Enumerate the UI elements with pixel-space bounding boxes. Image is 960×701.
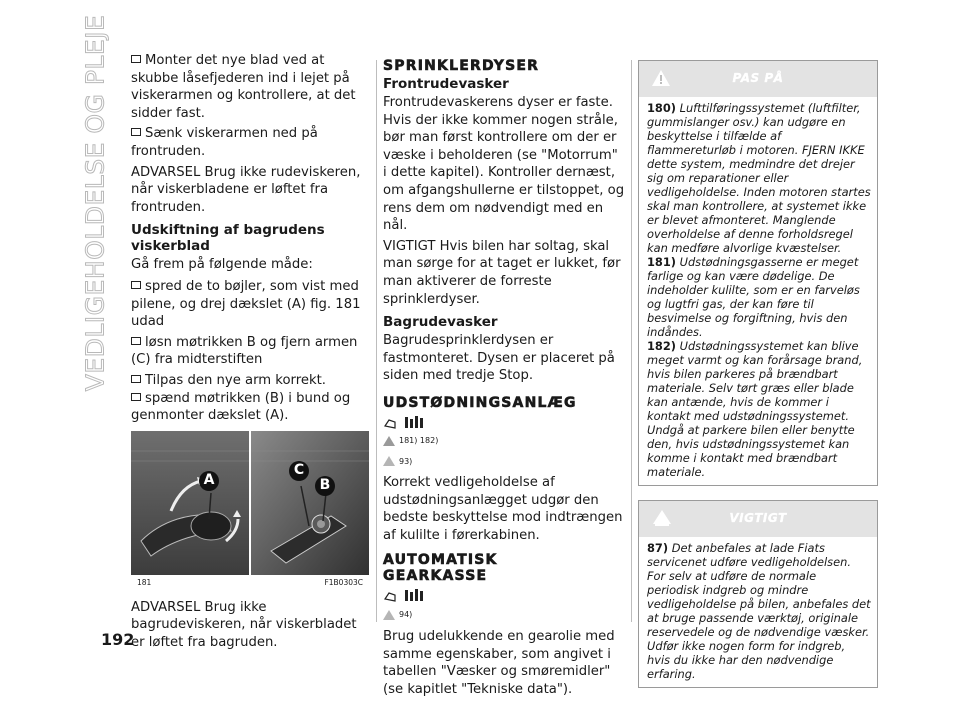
body-text: Korrekt vedligeholdelse af udstødningsanlægget udgør den bedste beskyttelse mod indtrængen af kulilte i førerkabinen.	[383, 475, 623, 543]
caution-item	[647, 339, 871, 479]
callout-a: A	[199, 471, 219, 491]
caution-title: PAS PÅ	[732, 71, 784, 86]
bullet-item: Monter det nye blad ved at skubbe låsefjederen ind i lejet på viskerarmen og kontrollere, at det sidder fast.	[131, 52, 369, 122]
important-title: VIGTIGT	[729, 511, 787, 526]
warning-ref-numbers: 181) 182)	[399, 435, 439, 445]
column-divider	[376, 60, 377, 622]
warning-triangle-icon	[651, 69, 671, 87]
important-header	[639, 501, 877, 537]
section-title: UDSTØDNINGSANLÆG	[383, 394, 577, 411]
item-number: 182)	[647, 339, 676, 353]
oil-can-icon	[383, 414, 427, 430]
item-text: Udstødningsgasserne er meget farlige og kan være dødelige. De indeholder kulilte, som er en farveløs og lugtfri gas, der kan føre til besvimelse og forgiftning, hvis den indåndes.	[647, 255, 860, 339]
figure-code: F1B0303C	[324, 577, 363, 587]
warning-triangle-icon	[383, 436, 395, 446]
bullet-item: Sænk viskerarmen ned på frontruden.	[131, 125, 369, 160]
important-box	[638, 500, 878, 688]
item-text: Lufttilføringssystemet (luftfilter, gummislanger osv.) kan udgøre en beskyttelse i tilfælde af flammereturløb i motoren. FJERN IKKE dette system, medmindre det drejer sig om reparationer eller vedligeholdelse. Inden motoren startes skal man kontrollere, at systemet ikke er blevet afmonteret. Manglende overholdelse af denne forholdsregel kan medføre alvorlige kvæstelser.	[647, 101, 871, 255]
caution-body	[639, 97, 877, 485]
item-number: 181)	[647, 255, 676, 269]
maintenance-icon-row	[383, 587, 625, 603]
section-title: SPRINKLERDYSER	[383, 58, 540, 74]
step-item: spred de to bøjler, som vist med pilene, og drej dækslet (A) fig. 181 udad	[131, 278, 369, 331]
callout-b: B	[315, 476, 335, 496]
section-title: AUTOMATISK GEARKASSE	[383, 552, 498, 585]
caution-header	[639, 61, 877, 97]
caution-item	[647, 101, 871, 255]
intro-text: Gå frem på følgende måde:	[131, 257, 313, 273]
note-ref-numbers: 93)	[399, 456, 413, 466]
step-item: løsn møtrikken B og fjern armen (C) fra midterstiften	[131, 334, 369, 369]
item-number: 87)	[647, 541, 669, 555]
important-item	[647, 541, 871, 681]
car-warning-icon	[651, 509, 673, 527]
note-ref-numbers: 94)	[399, 610, 413, 620]
warning-text: ADVARSEL Brug ikke bagrudeviskeren, når viskerbladet er løftet fra bagruden.	[131, 599, 357, 650]
item-text: Det anbefales at lade Fiats servicenet udføre vedligeholdelsen. For selv at udføre de normale periodisk indgreb og mindre vedligeholdelse på bilen, anbefales det at bruge passende værktøj, originale reservedele og de nødvendige væsker. Udfør ikke nogen form for indgreb, hvis du ikke har den nødvendige erfaring.	[647, 541, 871, 681]
item-text: Udstødningssystemet kan blive meget varmt og kan forårsage brand, hvis bilen parkeres på brændbart materiale. Selv tørt græs eller blade kan antænde, hvis de kommer i kontakt med udstødningssystemet. Undgå at parkere bilen eller benytte den, hvis udstødningssystemet kan komme i kontakt med brændbart materiale.	[647, 339, 863, 479]
section-side-tab	[78, 14, 112, 392]
subsection-heading: Bagrudevasker	[383, 314, 498, 331]
column-left	[131, 52, 369, 654]
body-text: Bagrudesprinklerdysen er fastmonteret. Dysen er placeret på siden med tredje Stop.	[383, 333, 615, 384]
section-heading: Udskiftning af bagrudens viskerblad	[131, 222, 325, 255]
item-number: 180)	[647, 101, 676, 115]
subsection-heading: Frontrudevasker	[383, 76, 509, 92]
note-refs	[383, 606, 625, 624]
warning-text: ADVARSEL Brug ikke rudeviskeren, når viskerbladene er løftet fra frontruden.	[131, 164, 361, 215]
important-text: VIGTIGT Hvis bilen har soltag, skal man sørge for at taget er lukket, før man aktiverer de forreste sprinklerdyser.	[383, 238, 621, 307]
column-divider	[631, 60, 632, 622]
important-body	[639, 537, 877, 687]
callout-c: C	[289, 461, 309, 481]
body-text: Frontrudevaskerens dyser er faste. Hvis der ikke kommer nogen stråle, bør man først kontrollere om der er væske i beholderen (se "Motorrum" i dette kapitel). Kontroller dernæst, om afgangshullerne er tilstoppet, og rens dem om nødvendigt med en nål.	[383, 95, 625, 234]
figure-number: 181	[137, 577, 152, 587]
step-item: Tilpas den nye arm korrekt.	[131, 372, 369, 390]
car-warning-icon	[383, 456, 395, 466]
car-warning-icon	[383, 610, 395, 620]
figure-181	[131, 431, 369, 591]
column-right	[638, 60, 878, 688]
figure-caption	[131, 575, 369, 591]
step-item: spænd møtrikken (B) i bund og genmonter dækslet (A).	[131, 390, 369, 425]
figure-illustration	[131, 431, 369, 579]
oil-can-icon	[383, 587, 427, 603]
caution-box	[638, 60, 878, 486]
maintenance-icon-row	[383, 414, 625, 430]
page-number: 192	[101, 630, 135, 649]
column-middle	[383, 52, 625, 701]
caution-item	[647, 255, 871, 339]
body-text: Brug udelukkende en gearolie med samme egenskaber, som angivet i tabellen "Væsker og smøremidler" (se kapitlet "Tekniske data").	[383, 629, 615, 697]
note-refs	[383, 453, 625, 471]
section-title-vertical: VEDLIGEHOLDELSE OG PLEJE	[80, 14, 110, 392]
warning-refs	[383, 432, 625, 450]
